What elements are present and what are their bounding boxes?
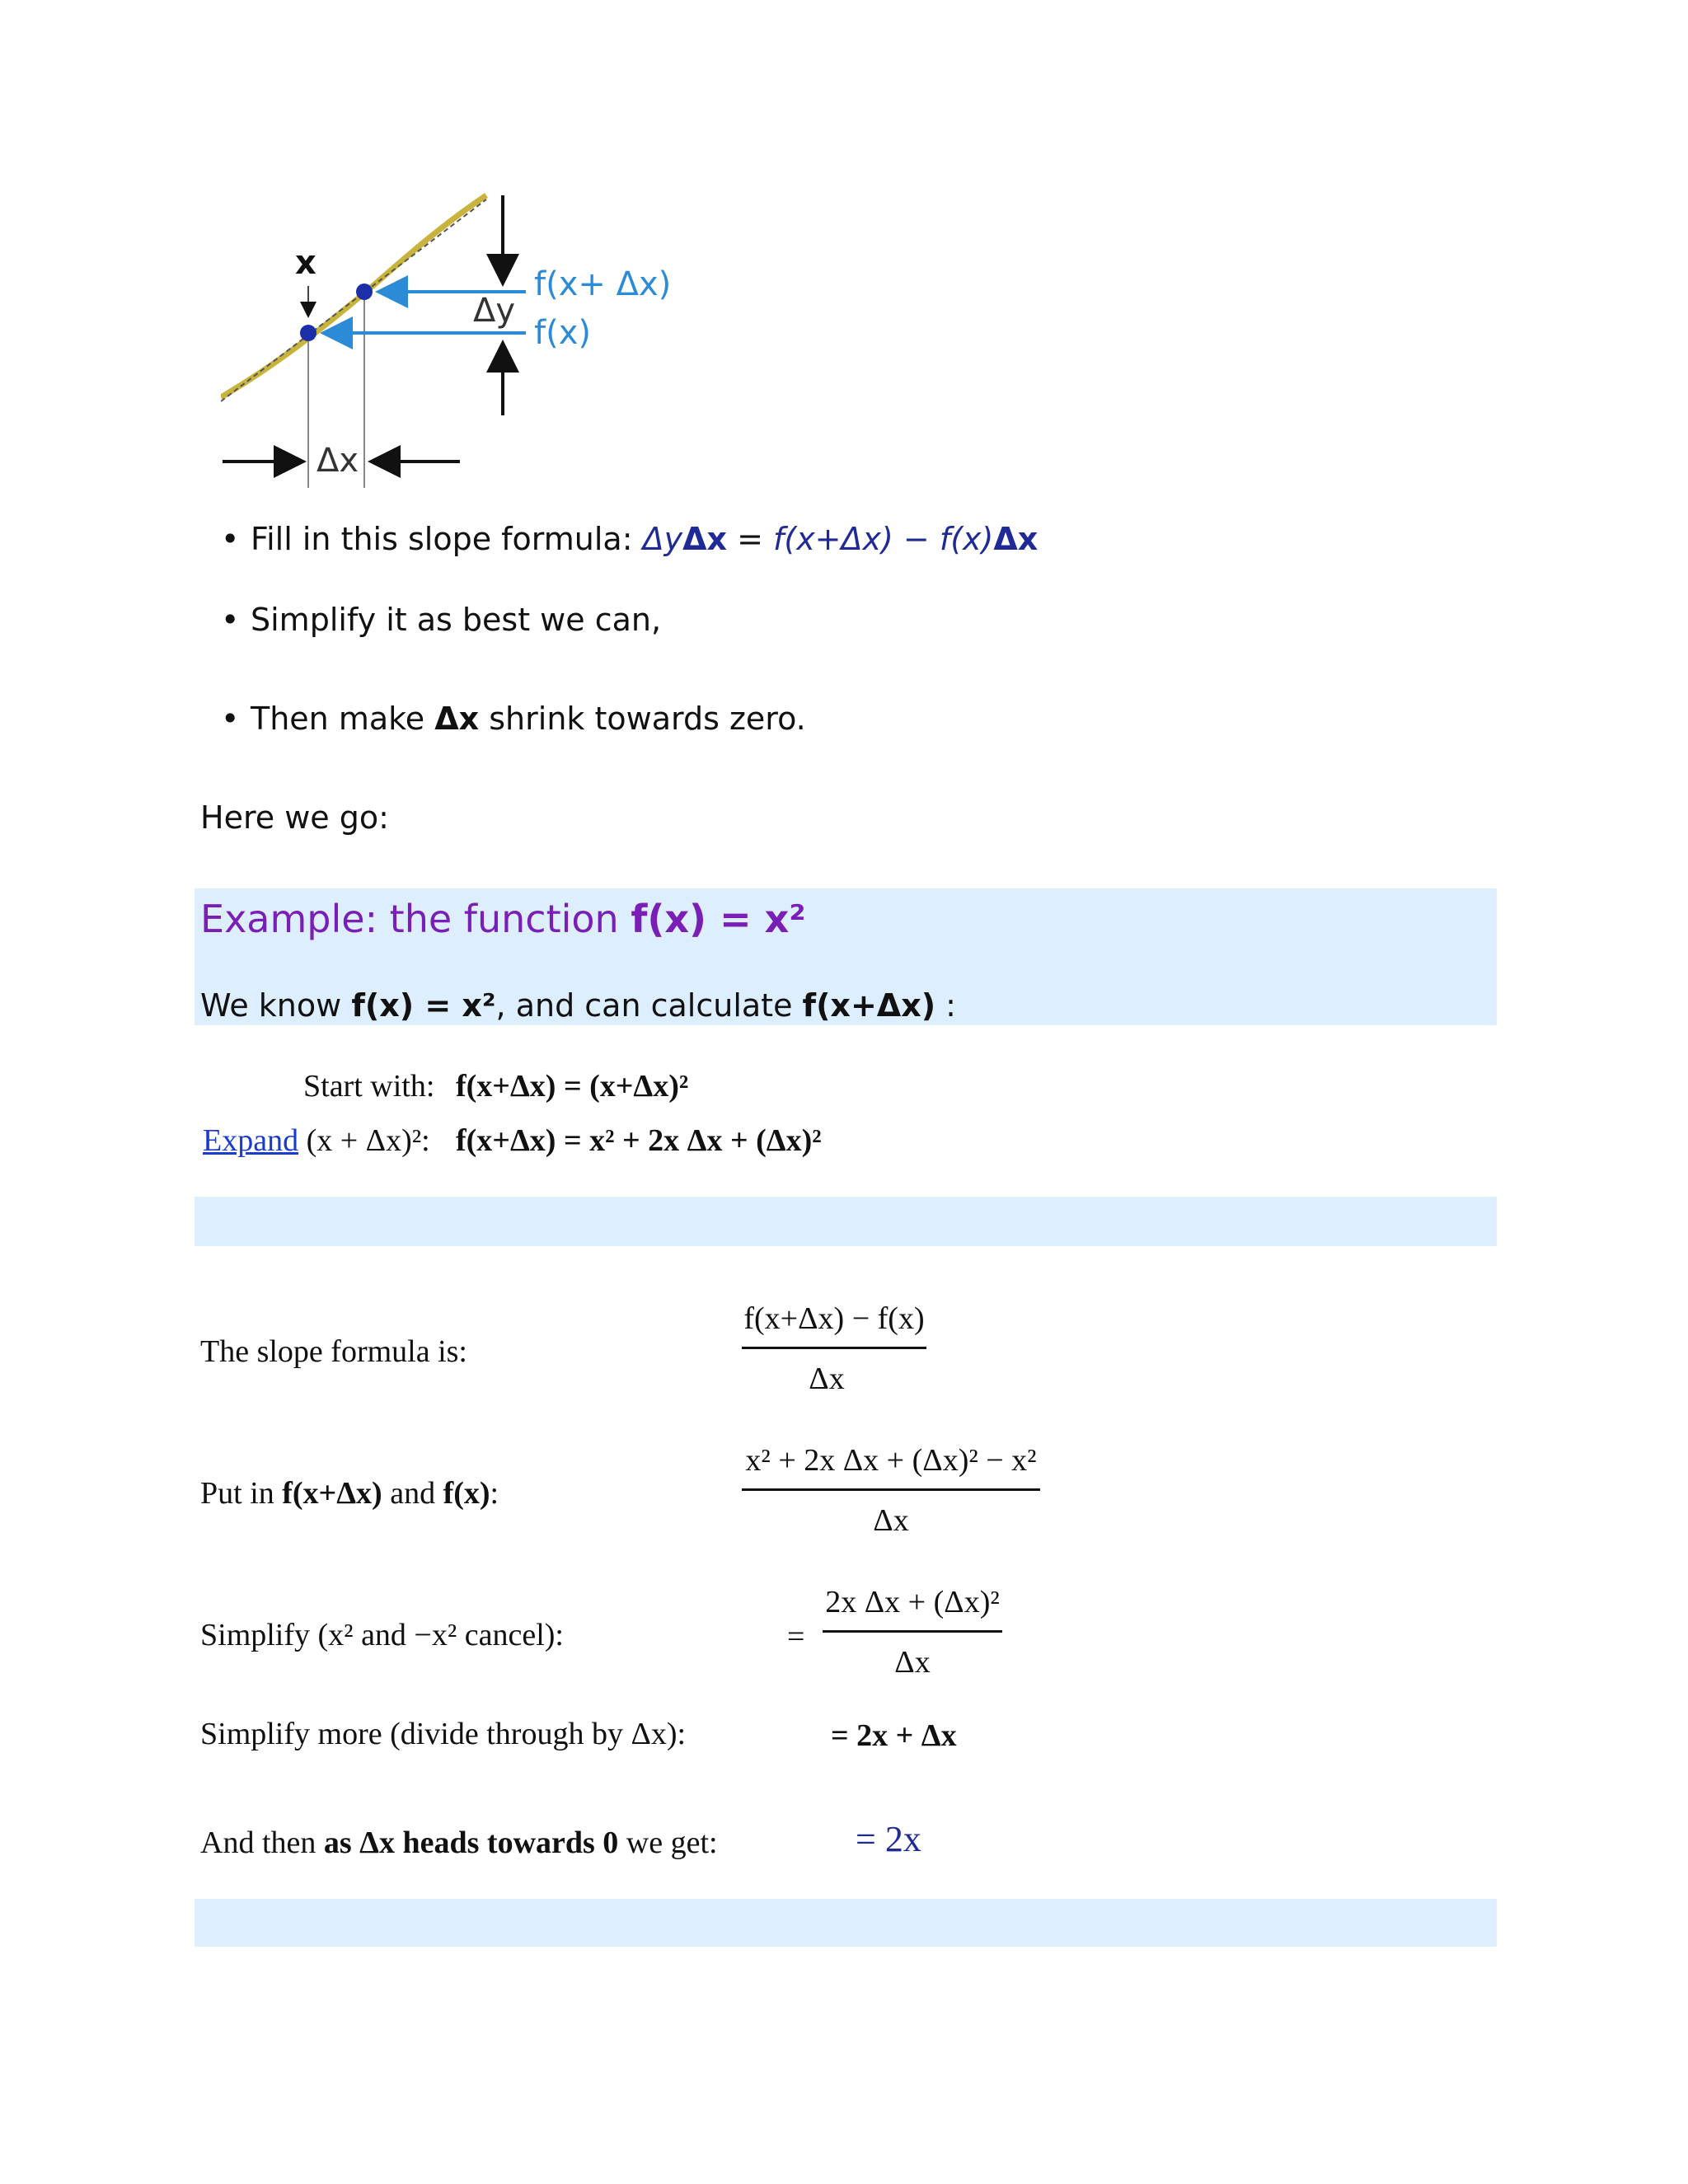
step3-numerator: 2x Δx + (Δx)² (825, 1585, 1000, 1619)
step2-numerator: x² + 2x Δx + (Δx)² − x² (745, 1443, 1037, 1478)
bullet-dot: • (221, 521, 240, 557)
bullet-1: • Fill in this slope formula: ΔyΔx = f(x+Δx) − f(x)Δx (221, 521, 1039, 557)
step1-fraction (742, 1301, 926, 1397)
point-x (300, 325, 316, 341)
step4-label: Simplify more (divide through by Δx): (200, 1717, 687, 1751)
label-dx: Δx (316, 442, 359, 480)
step3-fraction (823, 1584, 1002, 1680)
we-know-text: We know f(x) = x², and can calculate f(x+Δx) : (200, 987, 956, 1024)
bullet-2: • Simplify it as best we can, (221, 602, 662, 638)
bottom-band (195, 1899, 1497, 1947)
example-title: Example: the function f(x) = x² (200, 897, 806, 941)
step1-denominator: Δx (809, 1361, 845, 1396)
step5-label: And then as Δx heads towards 0 we get: (200, 1825, 718, 1860)
expand-row (203, 1122, 430, 1159)
step3-label: Simplify (x² and −x² cancel): (200, 1618, 564, 1652)
here-we-go: Here we go: (200, 799, 389, 836)
fraction-bar (742, 1488, 1040, 1491)
label-x: x (295, 244, 316, 282)
divider-band (195, 1197, 1497, 1246)
expand-rest: (x + Δx)²: (306, 1123, 430, 1158)
step2-denominator: Δx (873, 1503, 909, 1538)
final-result: = 2x (856, 1819, 921, 1859)
label-fxdx: f(x+ Δx) (534, 265, 672, 303)
secant-line (221, 199, 486, 401)
fraction-bar (823, 1630, 1002, 1633)
slope-diagram (221, 191, 732, 504)
bullet-dot: • (221, 602, 240, 638)
function-curve (221, 195, 486, 397)
label-fx: f(x) (534, 314, 591, 352)
step4-result: = 2x + Δx (831, 1718, 957, 1753)
bullet-dot: • (221, 701, 240, 737)
expand-link[interactable]: Expand (203, 1123, 299, 1158)
start-formula: f(x+Δx) = (x+Δx)² (456, 1069, 689, 1104)
step2-label: Put in f(x+Δx) and f(x): (200, 1476, 499, 1511)
expand-formula: f(x+Δx) = x² + 2x Δx + (Δx)² (456, 1123, 822, 1158)
step2-fraction (742, 1442, 1040, 1539)
fraction-bar (742, 1347, 926, 1349)
step1-numerator: f(x+Δx) − f(x) (743, 1301, 925, 1336)
step3-equals: = (787, 1619, 805, 1654)
point-x-dx (356, 284, 373, 300)
label-dy: Δy (473, 292, 516, 330)
step3-denominator: Δx (894, 1645, 931, 1680)
start-label: Start with: (303, 1069, 435, 1104)
bullet-3: • Then make Δx shrink towards zero. (221, 701, 806, 737)
step1-label: The slope formula is: (200, 1334, 467, 1369)
